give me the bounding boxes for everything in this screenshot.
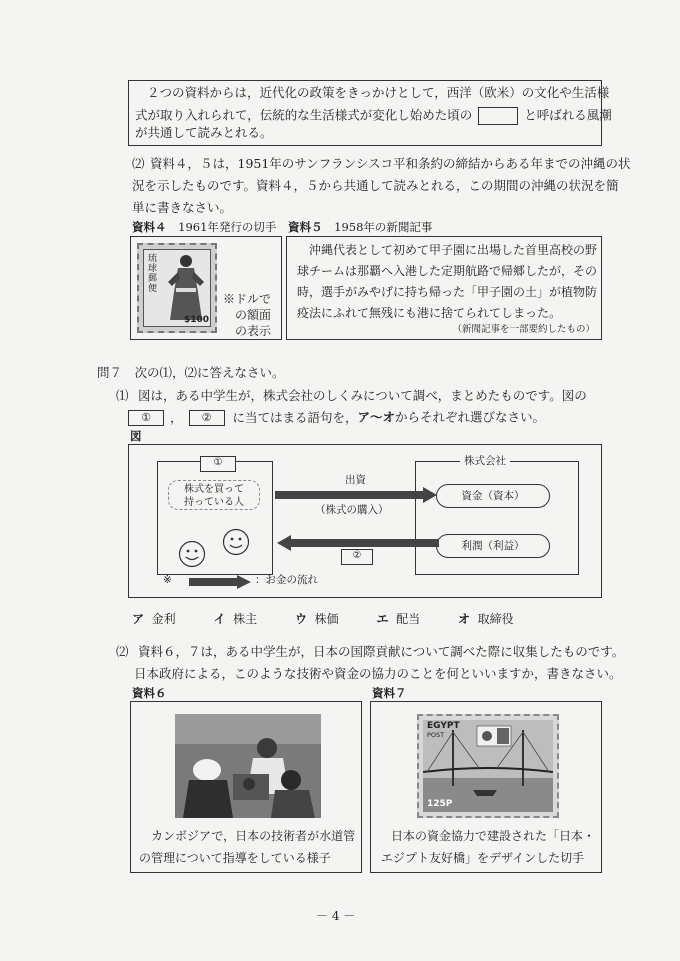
invest-sub-label: （株式の購入） <box>315 504 389 516</box>
doc6-box <box>130 701 362 873</box>
stamp-price: $100 <box>184 315 210 325</box>
page-number: － 4 － <box>316 909 356 923</box>
q2-line-2: 況を示したものです。資料４，５から共通して読みとれる，この期間の沖縄の状況を簡 <box>132 178 619 193</box>
investment-arrow <box>275 487 439 503</box>
answer-blank[interactable] <box>478 107 518 125</box>
q7-p2-line-1: 資料６，７は，ある中学生が，日本の国際貢献について調べた際に収集したものです。 <box>138 644 625 659</box>
doc5-header <box>288 222 432 234</box>
doc4-note-1: ※ドルで <box>223 292 272 306</box>
smiley-icon <box>178 540 206 568</box>
choice-e-text: 配当 <box>396 612 421 626</box>
choice-e-key: エ <box>376 612 389 626</box>
tag-2: ② <box>341 549 373 565</box>
stamp-value: 125P <box>427 799 453 809</box>
doc5-line-1: 沖縄代表として初めて甲子園に出場した首里高校の野 <box>309 243 598 257</box>
stamp-post: POST <box>427 731 445 739</box>
profit-oval: 利潤（利益） <box>436 534 550 558</box>
legend-mark: ※ <box>163 574 172 586</box>
choice-o-key: オ <box>458 612 471 626</box>
q2-line-3: 単に書きなさい。 <box>132 200 233 215</box>
shareholder-box <box>157 457 273 575</box>
doc5-caption: 1958年の新聞記事 <box>334 220 433 234</box>
capital-oval: 資金（資本） <box>436 484 550 508</box>
figure-label: 図 <box>130 429 142 443</box>
summary-line-2b: と呼ばれる風潮 <box>524 107 612 123</box>
holder-label-2: 持っている人 <box>184 497 244 508</box>
doc5-box <box>286 236 602 340</box>
blank-2[interactable]: ② <box>189 410 225 426</box>
egypt-stamp <box>417 714 559 818</box>
legend-text: ：お金の流れ <box>255 574 318 586</box>
summary-box <box>128 80 612 146</box>
choice-o[interactable] <box>458 612 514 626</box>
choice-a-text: 金利 <box>151 612 176 626</box>
company-label: 株式会社 <box>460 456 510 467</box>
summary-line-3: が共通して読みとれる。 <box>135 125 273 140</box>
choice-e[interactable] <box>377 612 421 626</box>
invest-label: 出資 <box>345 474 366 486</box>
doc4-note-2: の額面 <box>235 308 272 322</box>
stamp-country: EGYPT <box>427 721 460 731</box>
holder-tag-text: ① <box>213 457 223 468</box>
cambodia-photo <box>175 714 321 818</box>
doc6-line-1: カンボジアで，日本の技術者が水道管 <box>151 829 356 843</box>
choice-o-text: 取締役 <box>477 612 514 626</box>
choice-a-key: ア <box>132 612 145 626</box>
doc5-source: （新聞記事を一部要約したもの） <box>452 324 595 335</box>
q7-comma: ， <box>170 409 183 425</box>
q7-title: 問７ 次の⑴，⑵に答えなさい。 <box>97 365 285 380</box>
holder-label-1: 株式を買って <box>184 484 244 495</box>
summary-line-2a: 式が取り入れられて，伝統的な生活様式が変化し始めた頃の <box>135 107 473 123</box>
choice-u[interactable] <box>295 612 339 626</box>
company-box <box>415 455 579 575</box>
q7-p1-line-2d: からそれぞれ選びなさい。 <box>395 409 546 425</box>
doc5-label: 資料５ <box>288 220 323 234</box>
choice-a[interactable] <box>132 612 176 626</box>
doc5-line-4: 疫法にふれて無残にも港に捨てられてしまった。 <box>297 306 562 320</box>
choices-row <box>132 613 514 625</box>
figure-box <box>128 444 602 598</box>
doc4-box <box>130 236 282 340</box>
choice-u-text: 株価 <box>314 612 339 626</box>
doc4-caption: 1961年発行の切手 <box>178 220 277 234</box>
q7-p2-number: ⑵ <box>116 644 129 659</box>
doc5-line-3: 時，選手がみやげに持ち帰った「甲子園の土」が植物防 <box>297 285 598 299</box>
choice-u-key: ウ <box>295 612 308 626</box>
doc7-box <box>370 701 602 873</box>
stamp-ryukyu <box>137 243 217 333</box>
stamp-inner <box>143 249 211 327</box>
legend-arrow <box>189 575 253 589</box>
q2-line-1: 資料４，５は，1951年のサンフランシスコ平和条約の締結からある年までの沖縄の状 <box>150 156 631 171</box>
dancer-figure <box>164 252 208 322</box>
q7-p1-line-2b: に当てはまる語句を， <box>232 409 358 425</box>
summary-line-2 <box>135 107 612 125</box>
doc5-line-2: 球チームは那覇へ入港した定期航路で帰郷したが，その <box>297 264 598 278</box>
doc7-line-2: エジプト友好橋」をデザインした切手 <box>381 851 585 865</box>
q7-p1-number: ⑴ <box>116 388 129 403</box>
blank-1[interactable]: ① <box>128 410 164 426</box>
choice-i-text: 株主 <box>233 612 258 626</box>
holder-tag <box>200 456 236 472</box>
doc6-line-2: の管理について指導をしている様子 <box>139 851 331 865</box>
doc6-label: 資料６ <box>132 686 167 700</box>
doc4-header <box>132 222 276 234</box>
summary-line-1: ２つの資料からは，近代化の政策をきっかけとして，西洋（欧米）の文化や生活様 <box>147 85 610 100</box>
q7-choice-range: ア～オ <box>357 409 396 425</box>
q2-number: ⑵ <box>132 156 145 171</box>
choice-i[interactable] <box>214 612 258 626</box>
doc4-note-3: の表示 <box>235 324 272 338</box>
smiley-icon <box>222 528 250 556</box>
doc4-label: 資料４ <box>132 220 167 234</box>
q7-p1-line-2 <box>128 410 545 426</box>
choice-i-key: イ <box>213 612 226 626</box>
doc7-label: 資料７ <box>372 686 407 700</box>
q7-p1-line-1: 図は，ある中学生が，株式会社のしくみについて調べ，まとめたものです。図の <box>138 388 587 403</box>
holder-label <box>168 480 260 510</box>
stamp-ryukyu-text: 琉球郵便 <box>148 254 158 294</box>
q7-p2-line-2: 日本政府による，このような技術や資金の協力のことを何といいますか，書きなさい。 <box>134 666 622 681</box>
doc7-line-1: 日本の資金協力で建設された「日本・ <box>391 829 596 843</box>
